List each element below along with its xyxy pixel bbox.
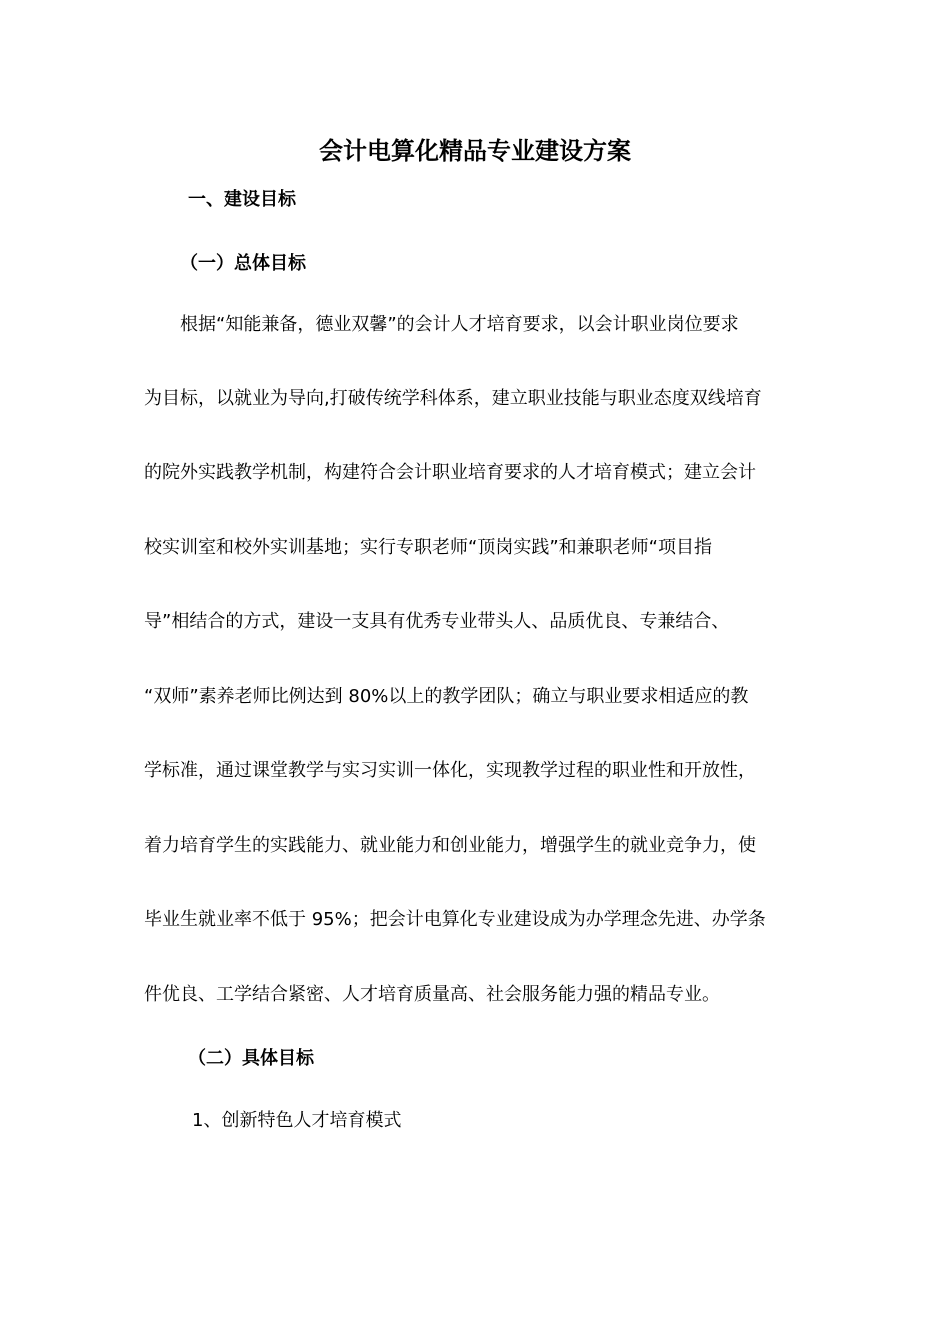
- list-item-talent-model: 1、创新特色人才培育模式: [192, 1110, 402, 1131]
- paragraph-line: 为目标，以就业为导向,打破传统学科体系，建立职业技能与职业态度双线培育: [144, 388, 762, 409]
- paragraph-line: 毕业生就业率不低于 95%；把会计电算化专业建设成为办学理念先进、办学条: [144, 909, 766, 930]
- paragraph-line: 着力培育学生的实践能力、就业能力和创业能力，增强学生的就业竞争力，使: [144, 835, 756, 856]
- paragraph-line: 学标准，通过课堂教学与实习实训一体化，实现教学过程的职业性和开放性，: [144, 760, 756, 781]
- paragraph-line: 导”相结合的方式，建设一支具有优秀专业带头人、品质优良、专兼结合、: [144, 611, 730, 632]
- paragraph-line: 的院外实践教学机制，构建符合会计职业培育要求的人才培育模式；建立会计: [144, 462, 756, 483]
- paragraph-line: “双师”素养老师比例达到 80%以上的教学团队；确立与职业要求相适应的教: [144, 686, 749, 707]
- document-title: 会计电算化精品专业建设方案: [319, 137, 631, 165]
- subheading-specific-goals: （二）具体目标: [188, 1048, 314, 1069]
- paragraph-line: 件优良、工学结合紧密、人才培育质量高、社会服务能力强的精品专业。: [144, 984, 720, 1005]
- paragraph-line: 根据“知能兼备，德业双馨”的会计人才培育要求，以会计职业岗位要求: [180, 314, 739, 335]
- paragraph-line: 校实训室和校外实训基地；实行专职老师“顶岗实践”和兼职老师“项目指: [144, 537, 712, 558]
- section-heading-goals: 一、建设目标: [188, 189, 296, 210]
- subheading-overall-goal: （一）总体目标: [180, 253, 306, 274]
